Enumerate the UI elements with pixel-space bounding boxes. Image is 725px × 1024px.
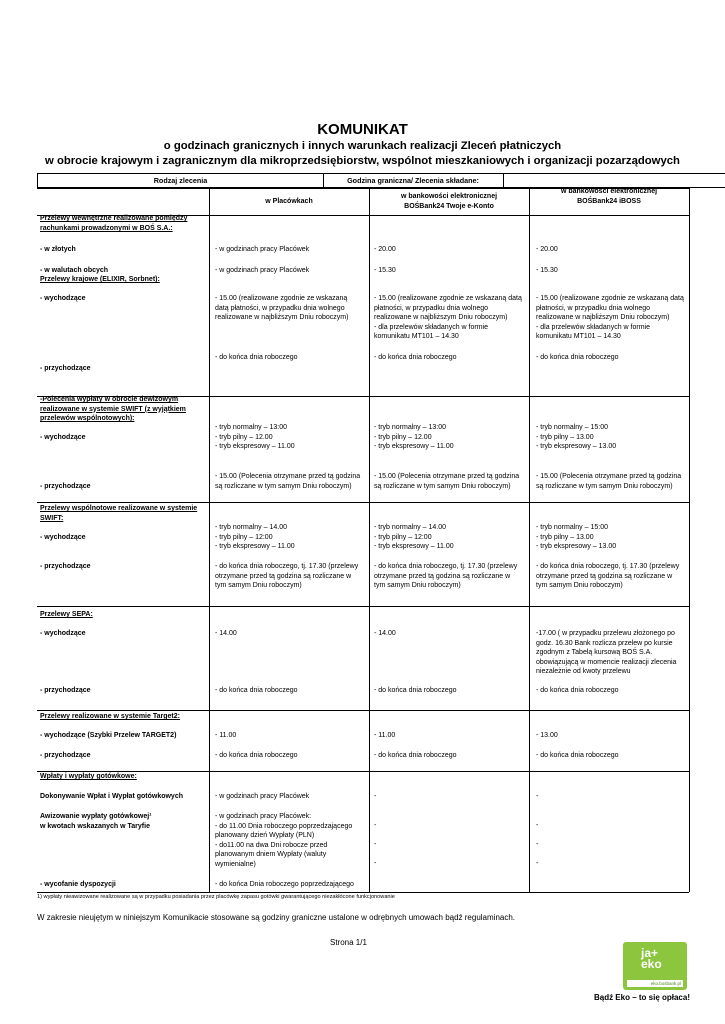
row-label: - wychodzące bbox=[40, 630, 86, 637]
cell: są rozliczane w tym samym Dniu roboczym) bbox=[536, 482, 673, 490]
cell: otrzymane przed tą godzina są rozliczane w bbox=[215, 572, 352, 580]
cell: otrzymane przed tą godzina są rozliczane w bbox=[536, 572, 673, 580]
cell: - tryb normalny – 14.00 bbox=[374, 524, 446, 531]
cell: - tryb ekspresowy – 11.00 bbox=[215, 443, 295, 451]
cell: - 15.00 (Polecenia otrzymane przed tą godzina bbox=[536, 473, 682, 480]
row-label: - przychodzące bbox=[40, 687, 91, 694]
footnote: 1) wypłaty nieawizowane realizowane są w przypadku posiadania przez placówkę zapasu gotówki gwarantującego niezakłócone funkcjonowanie bbox=[37, 894, 395, 900]
cell: - tryb pilny – 12:00 bbox=[374, 533, 432, 541]
column-header-ekonto-line1: w bankowości elektronicznej bbox=[400, 193, 498, 200]
cell: - bbox=[374, 822, 377, 829]
row-label: - w walutach obcych bbox=[40, 267, 109, 274]
cell: wymienialne) bbox=[215, 861, 256, 868]
column-divider bbox=[209, 188, 210, 892]
cell: - 20.00 bbox=[374, 246, 396, 253]
row-label: - przychodzące bbox=[40, 483, 91, 490]
logo-text: ja+ eko bbox=[641, 946, 662, 971]
section-heading: Przelewy realizowane w systemie Target2: bbox=[40, 713, 180, 720]
cell: - do końca Dnia roboczego poprzedzającego bbox=[215, 881, 354, 888]
cell: - tryb normalny – 13:00 bbox=[215, 424, 287, 431]
cell: - w godzinach pracy Placówek bbox=[215, 246, 310, 253]
section-heading: Przelewy wewnętrzne realizowane pomiędzy bbox=[40, 215, 188, 222]
cell: - 13.00 bbox=[536, 732, 558, 739]
cell: - bbox=[536, 822, 539, 829]
cell: planowanym dniem Wypłaty (waluty bbox=[215, 851, 327, 859]
cell: - 15.00 (realizowane zgodnie ze wskazaną datą bbox=[536, 295, 684, 302]
row-label: - w złotych bbox=[40, 246, 76, 253]
row-label: - wychodzące bbox=[40, 295, 86, 302]
cell: zgodnym z Tabelą kursową BOŚ S.A. bbox=[536, 649, 653, 657]
cell: - 15.30 bbox=[374, 267, 396, 274]
cell: - tryb pilny – 12:00 bbox=[215, 533, 273, 541]
section-heading: Przelewy SEPA: bbox=[40, 611, 93, 618]
row-label: Dokonywanie Wpłat i Wypłat gotówkowych bbox=[40, 793, 183, 800]
cell: - 14.00 bbox=[215, 630, 237, 637]
cell: - bbox=[374, 793, 377, 800]
cell: komunikatu MT101 – 14.30 bbox=[536, 333, 621, 341]
cell: - 15.00 (realizowane zgodnie ze wskazaną datą bbox=[374, 295, 522, 302]
cell: - do końca dnia roboczego bbox=[536, 354, 619, 361]
cell: tym samym Dniu roboczym) bbox=[374, 582, 461, 590]
cell: - tryb ekspresowy – 13.00 bbox=[536, 543, 617, 551]
cell: komunikatu MT101 – 14.30 bbox=[374, 333, 459, 341]
column-header-ekonto-line2: BOŚBank24 Twoje e-Konto bbox=[404, 202, 494, 210]
cell: - tryb ekspresowy – 11.00 bbox=[374, 443, 454, 451]
cell: realizowane w najbliższym Dniu roboczym) bbox=[374, 314, 508, 322]
header-order-type: Rodzaj zlecenia bbox=[153, 176, 208, 185]
row-label: - przychodzące bbox=[40, 752, 91, 759]
cell: - w godzinach pracy Placówek bbox=[215, 267, 310, 274]
cell: - tryb normalny – 14.00 bbox=[215, 524, 287, 531]
cell: planowany dzień Wypłaty (PLN) bbox=[215, 832, 315, 840]
cell: - w godzinach pracy Placówek: bbox=[215, 813, 312, 820]
cell: są rozliczane w tym samym Dniu roboczym) bbox=[374, 482, 511, 490]
cell: tym samym Dniu roboczym) bbox=[536, 582, 623, 590]
row-label: Awizowanie wypłaty gotówkowej¹ bbox=[40, 813, 152, 820]
row-label: w kwotach wskazanych w Taryfie bbox=[40, 822, 150, 830]
cell: - 15.00 (Polecenia otrzymane przed tą godzina bbox=[215, 473, 361, 480]
cell: - w godzinach pracy Placówek bbox=[215, 793, 310, 800]
column-header-iboss bbox=[529, 187, 689, 206]
cell: tym samym Dniu roboczym) bbox=[215, 582, 302, 590]
section-heading: rachunkami prowadzonymi w BOŚ S.A.: bbox=[40, 225, 173, 232]
column-header-iboss-line2: BOŚBank24 iBOSS bbox=[577, 197, 641, 205]
table-header-bar bbox=[37, 173, 725, 188]
general-note: W zakresie nieujętym w niniejszym Komunikacie stosowane są godziny graniczne ustalone w odrębnych umowach bądź regulaminach. bbox=[37, 913, 516, 922]
cell: - bbox=[536, 793, 539, 800]
header-cutoff: Godzina graniczna/ Zlecenia składane: bbox=[347, 176, 479, 185]
cell: obowiązującą w momencie realizacji zlecenia bbox=[536, 658, 677, 666]
cell: godz. 16.30 Bank rozlicza przelew po kursie bbox=[536, 639, 673, 647]
column-divider bbox=[529, 188, 530, 892]
section-heading: Wpłaty i wypłaty gotówkowe: bbox=[40, 773, 137, 780]
row-label: - wychodzące bbox=[40, 434, 86, 441]
cell: otrzymane przed tą godzina są rozliczane w bbox=[374, 572, 511, 580]
cell: - tryb normalny – 15:00 bbox=[536, 524, 608, 531]
cell: - tryb pilny – 12.00 bbox=[215, 433, 273, 441]
cell: - bbox=[374, 860, 377, 867]
cell: realizowane w najbliższym Dniu roboczym) bbox=[536, 314, 670, 322]
section-heading: Przelewy wspólnotowe realizowane w systemie bbox=[40, 505, 198, 512]
row-label: - przychodzące bbox=[40, 563, 91, 570]
cell: - tryb ekspresowy – 11.00 bbox=[374, 543, 454, 551]
cell: - bbox=[536, 860, 539, 867]
cell: - do końca dnia roboczego, tj. 17.30 (przelewy bbox=[374, 563, 518, 570]
page-subtitle-1: o godzinach granicznych i innych warunkach realizacji Zleceń płatniczych bbox=[163, 140, 562, 152]
section-heading: przelewów wspólnotowych): bbox=[40, 415, 135, 423]
eko-logo bbox=[623, 942, 687, 990]
cell: są rozliczane w tym samym Dniu roboczym) bbox=[215, 482, 352, 490]
cell: - do końca dnia roboczego, tj. 17.30 (przelewy bbox=[215, 563, 359, 570]
section-heading: Przelewy krajowe (ELIXIR, Sorbnet): bbox=[40, 276, 160, 283]
cell: - 20.00 bbox=[536, 246, 558, 253]
cell: płatności, w przypadku dnia wolnego bbox=[536, 304, 651, 312]
row-label: - przychodzące bbox=[40, 365, 91, 372]
cell: - dla przelewów składanych w formie bbox=[374, 323, 488, 331]
cell: płatności, w przypadku dnia wolnego bbox=[374, 304, 489, 312]
row-label: - wychodzące bbox=[40, 534, 86, 541]
row-divider bbox=[37, 710, 689, 711]
column-header-iboss-line1: w bankowości elektronicznej bbox=[560, 188, 658, 195]
cell: - do końca dnia roboczego bbox=[374, 687, 457, 694]
cell: niezależnie od kwoty przelewu bbox=[536, 668, 631, 676]
cell: - do 11.00 Dnia roboczego poprzedzającego bbox=[215, 822, 353, 830]
cell: - tryb pilny – 13.00 bbox=[536, 533, 594, 541]
section-heading: SWIFT: bbox=[40, 514, 64, 522]
cell: - 11.00 bbox=[215, 732, 237, 739]
slogan: Bądź Eko – to się opłaca! bbox=[593, 993, 690, 1002]
cell: - do końca dnia roboczego, tj. 17.30 (przelewy bbox=[536, 563, 680, 570]
cell: datą płatności, w przypadku dnia wolnego bbox=[215, 304, 345, 312]
cell: -17.00 ( w przypadku przelewu złożonego po bbox=[536, 630, 675, 637]
cell: - tryb ekspresowy – 11.00 bbox=[215, 543, 295, 551]
cell: - tryb normalny – 13:00 bbox=[374, 424, 446, 431]
cell: - 11.00 bbox=[374, 732, 396, 739]
cell: - bbox=[374, 841, 377, 848]
page-number: Strona 1/1 bbox=[330, 938, 367, 947]
cell: - 15.00 (Polecenia otrzymane przed tą godzina bbox=[374, 473, 520, 480]
cell: - do końca dnia roboczego bbox=[536, 752, 619, 759]
cell: realizowane w najbliższym Dniu roboczym) bbox=[215, 314, 349, 322]
row-divider bbox=[37, 606, 689, 607]
logo-url: eko.bosbank.pl bbox=[627, 980, 683, 987]
cell: - 15.00 (realizowane zgodnie ze wskazaną bbox=[215, 295, 348, 302]
section-heading: -Polecenia wypłaty w obrocie dewizowym bbox=[40, 396, 179, 403]
cell: - dla przelewów składanych w formie bbox=[536, 323, 650, 331]
page-title: KOMUNIKAT bbox=[317, 121, 408, 138]
cell: - tryb pilny – 13.00 bbox=[536, 433, 594, 441]
cell: - bbox=[536, 841, 539, 848]
page-subtitle-2: w obrocie krajowym i zagranicznym dla mikroprzedsiębiorstw, wspólnot mieszkaniowych i organizacji pozarządowych bbox=[45, 155, 680, 167]
section-heading: realizowane w systemie SWIFT (z wyjątkiem bbox=[40, 405, 186, 413]
cell: - tryb pilny – 12.00 bbox=[374, 433, 432, 441]
cell: - tryb ekspresowy – 13.00 bbox=[536, 443, 617, 451]
cell: - do końca dnia roboczego bbox=[374, 752, 457, 759]
cell: - 15.30 bbox=[536, 267, 558, 274]
row-label: - wycofanie dyspozycji bbox=[40, 881, 116, 888]
row-divider bbox=[37, 502, 689, 503]
cell: - 14.00 bbox=[374, 630, 396, 637]
cell: - do11.00 na dwa Dni robocze przed bbox=[215, 841, 328, 849]
cell: - do końca dnia roboczego bbox=[536, 687, 619, 694]
column-header-branches: w Placówkach bbox=[265, 198, 313, 205]
cell: - do końca dnia roboczego bbox=[215, 752, 298, 759]
cell: - do końca dnia roboczego bbox=[374, 354, 457, 361]
column-divider bbox=[369, 188, 370, 892]
cell: - do końca dnia roboczego bbox=[215, 354, 298, 361]
column-header-ekonto bbox=[369, 192, 529, 211]
row-label: - wychodzące (Szybki Przelew TARGET2) bbox=[40, 732, 177, 739]
cell: - do końca dnia roboczego bbox=[215, 687, 298, 694]
column-divider bbox=[689, 188, 690, 892]
cell: - tryb normalny – 15:00 bbox=[536, 424, 608, 431]
